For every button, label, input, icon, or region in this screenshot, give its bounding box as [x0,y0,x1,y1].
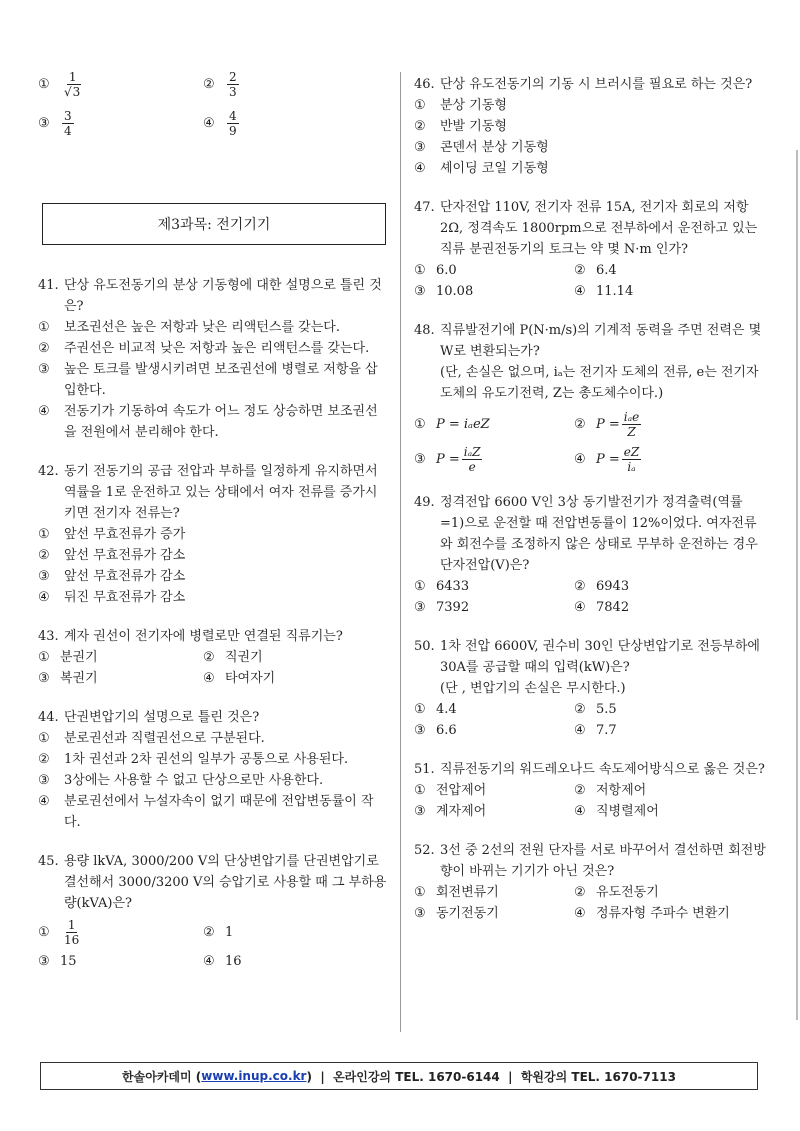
option-1[interactable]: ① 4.4 [414,702,457,717]
option-2[interactable]: ② 직권기 [203,650,263,665]
fraction: $\frac{eZ}{\text{iₐ}}$ [623,445,640,474]
question-note: (단, 손실은 없으며, iₐ는 전기자 도체의 전류, e는 전기자 도체의 유도기전력, Z는 총도체수이다.) [440,365,759,401]
option-3[interactable]: ③ P = $\frac{\text{iₐZ}}{e}$ [414,445,481,474]
column-divider [400,72,401,1032]
option-2[interactable]: ② 6.4 [574,263,617,278]
option-4[interactable]: ④ 7842 [574,600,630,615]
option-2[interactable]: ② 앞선 무효전류가 감소 [38,548,186,563]
page-footer: 한솔아카데미 ( www.inup.co.kr ) | 온라인강의 TEL. 1670-6144 | 학원강의 TEL. 1670-7113 [40,1062,758,1090]
option-2[interactable]: ② 1차 권선과 2차 권선의 일부가 공통으로 사용된다. [38,752,349,767]
option-2[interactable]: ② 유도전동기 [574,885,659,900]
option-1[interactable]: ① $\frac{1}{√3}$ [38,70,203,99]
fraction: $\frac{1}{√3}$ [64,70,81,99]
option-3[interactable]: ③ 6.6 [414,723,457,738]
question-note: (단 , 변압기의 손실은 무시한다.) [440,681,626,696]
option-3[interactable]: ③ 앞선 무효전류가 감소 [38,569,186,584]
right-edge-line [796,150,798,1020]
fraction: $\frac{3}{4}$ [64,109,72,138]
question-45: 45. 용량 lkVA, 3000/200 V의 단상변압기를 단권변압기로 결선해서 3000/3200 V의 승압기로 사용할 때 그 부하용량(kVA)은? ① $\frac{1}{16}$ ② 1 ③ 15 ④ 16 [38,851,388,972]
fraction: $\frac{4}{9}$ [229,109,237,138]
option-2[interactable]: ② $\frac{2}{3}$ [203,70,237,99]
option-3[interactable]: ③ 높은 토크를 발생시키려면 보조권선에 병렬로 저항을 삽입한다. [38,362,378,398]
option-3[interactable]: ③ 콘덴서 분상 기동형 [414,140,549,155]
question-50: 50. 1차 전압 6600V, 권수비 30인 단상변압기로 전등부하에 30A를 공급할 때의 입력(kW)은? (단 , 변압기의 손실은 무시한다.) ① 4.4 ② 5.5 ③ 6.6 ④ 7.7 [414,636,766,741]
option-1[interactable]: ① 6.0 [414,263,457,278]
fraction: $\frac{\text{iₐZ}}{e}$ [463,445,481,474]
left-questions [38,275,388,990]
option-3[interactable]: ③ 동기전동기 [414,906,499,921]
option-4[interactable]: ④ 16 [203,954,242,969]
option-4[interactable]: ④ 직병렬제어 [574,804,659,819]
fraction: $\frac{1}{16}$ [64,918,80,947]
option-2[interactable]: ② 5.5 [574,702,617,717]
option-2[interactable]: ② 저항제어 [574,783,647,798]
question-42: 42. 동기 전동기의 공급 전압과 부하를 일정하게 유지하면서 역률을 1로 운전하고 있는 상태에서 여자 전류를 증가시키면 전기자 전류는? ① 앞선 무효전류가 증가 ② 앞선 무효전류가 감소 ③ 앞선 무효전류가 감소 ④ 뒤진 무효전류가 감소 [38,461,388,608]
option-4[interactable]: ④ 타여자기 [203,671,276,686]
option-3[interactable]: ③ 복권기 [38,671,98,686]
question-44: 44. 단권변압기의 설명으로 틀린 것은? ① 분로권선과 직렬권선으로 구분된다. ② 1차 권선과 2차 권선의 일부가 공통으로 사용된다. ③ 3상에는 사용할 수 없고 단상으로만 사용한다. ④ 분로권선에서 누설자속이 없기 때문에 전압변동률이 작다. [38,707,388,833]
subject-title: 제3과목: 전기기기 [157,217,271,233]
option-2[interactable]: ② 주권선은 비교적 낮은 저항과 높은 리액턴스를 갖는다. [38,341,370,356]
option-3[interactable]: ③ 계자제어 [414,804,487,819]
option-4[interactable]: ④ 셰이딩 코일 기동형 [414,161,549,176]
option-1[interactable]: ① 분상 기동형 [414,98,507,113]
prev-question-options [38,70,388,138]
website-link[interactable]: www.inup.co.kr [201,1069,307,1083]
option-3[interactable]: ③ 10.08 [414,284,474,299]
subject-title-box [42,203,386,245]
option-3[interactable]: ③ 3상에는 사용할 수 없고 단상으로만 사용한다. [38,773,324,788]
fraction: $\frac{\text{iₐe}}{Z}$ [623,410,640,439]
question-49: 49. 정격전압 6600 V인 3상 동기발전기가 정격출력(역률=1)으로 운전할 때 전압변동률이 12%이었다. 여자전류와 회전수를 조정하지 않은 상태로 무부하 운전하는 경우 단자전압(V)은? ① 6433 ② 6943 ③ 7392 ④ 7842 [414,492,766,618]
option-1[interactable]: ① 분권기 [38,650,98,665]
question-52: 52. 3선 중 2선의 전원 단자를 서로 바꾸어서 결선하면 회전방향이 바뀌는 기기가 아닌 것은? ① 회전변류기 ② 유도전동기 ③ 동기전동기 ④ 정류자형 주파수 변환기 [414,840,766,924]
option-1[interactable]: ① 분로권선과 직렬권선으로 구분된다. [38,731,265,746]
option-4[interactable]: ④ 11.14 [574,284,634,299]
right-column [414,74,766,942]
fraction: $\frac{2}{3}$ [229,70,237,99]
option-1[interactable]: ① 앞선 무효전류가 증가 [38,527,186,542]
question-43: 43. 계자 권선이 전기자에 병렬로만 연결된 직류기는? ① 분권기 ② 직권기 ③ 복권기 ④ 타여자기 [38,626,388,689]
option-1[interactable]: ① 전압제어 [414,783,487,798]
option-3[interactable]: ③ 15 [38,954,77,969]
option-2[interactable]: ② P = $\frac{\text{iₐe}}{Z}$ [574,410,640,439]
option-1[interactable]: ① 6433 [414,579,470,594]
option-4[interactable]: ④ 정류자형 주파수 변환기 [574,906,730,921]
option-2[interactable]: ② 6943 [574,579,630,594]
option-2[interactable]: ② 반발 기동형 [414,119,507,134]
option-4[interactable]: ④ 전동기가 기동하여 속도가 어느 정도 상승하면 보조권선을 전원에서 분리해야 한다. [38,404,378,440]
option-3[interactable]: ③ $\frac{3}{4}$ [38,109,72,138]
option-4[interactable]: ④ $\frac{4}{9}$ [203,109,237,138]
option-4[interactable]: ④ 분로권선에서 누설자속이 없기 때문에 전압변동률이 작다. [38,794,374,830]
left-column [38,70,388,138]
option-3[interactable]: ③ 7392 [414,600,470,615]
question-51: 51. 직류전동기의 워드레오나드 속도제어방식으로 옳은 것은? ① 전압제어 ② 저항제어 ③ 계자제어 ④ 직병렬제어 [414,759,766,822]
option-4[interactable]: ④ 뒤진 무효전류가 감소 [38,590,186,605]
question-46: 46. 단상 유도전동기의 기동 시 브러시를 필요로 하는 것은? ① 분상 기동형 ② 반발 기동형 ③ 콘덴서 분상 기동형 ④ 셰이딩 코일 기동형 [414,74,766,179]
option-2[interactable]: ② 1 [203,925,234,940]
option-1[interactable]: ① 회전변류기 [414,885,499,900]
option-1[interactable]: ① P = iₐeZ [414,417,490,432]
option-4[interactable]: ④ 7.7 [574,723,617,738]
question-47: 47. 단자전압 110V, 전기자 전류 15A, 전기자 회로의 저항 2Ω, 정격속도 1800rpm으로 전부하에서 운전하고 있는 직류 분권전동기의 토크는 약 몇 N·m 인가? ① 6.0 ② 6.4 ③ 10.08 ④ 11.14 [414,197,766,302]
option-1[interactable]: ① 보조권선은 높은 저항과 낮은 리액턴스를 갖는다. [38,320,340,335]
question-41: 41. 단상 유도전동기의 분상 기동형에 대한 설명으로 틀린 것은? ① 보조권선은 높은 저항과 낮은 리액턴스를 갖는다. ② 주권선은 비교적 낮은 저항과 높은 리액턴스를 갖는다. ③ 높은 토크를 발생시키려면 보조권선에 병렬로 저항을 삽입한다. ④ 전동기가 기동하여 속도가 어느 정도 상승하면 보조권선을 전원에서 분리해야 한다. [38,275,388,443]
question-48: 48. 직류발전기에 P(N·m/s)의 기계적 동력을 주면 전력은 몇 W로 변환되는가? (단, 손실은 없으며, iₐ는 전기자 도체의 전류, e는 전기자 도체의 유도기전력, Z는 총도체수이다.) ① P = iₐeZ ② P = $\frac{\text{iₐe}}{Z}$ ③ P = $\frac{\text{iₐZ}}{e}$ ④ P = $\frac{eZ}{\text{iₐ}}$ [414,320,766,474]
option-1[interactable]: ① $\frac{1}{16}$ [38,918,80,947]
option-4[interactable]: ④ P = $\frac{eZ}{\text{iₐ}}$ [574,445,640,474]
